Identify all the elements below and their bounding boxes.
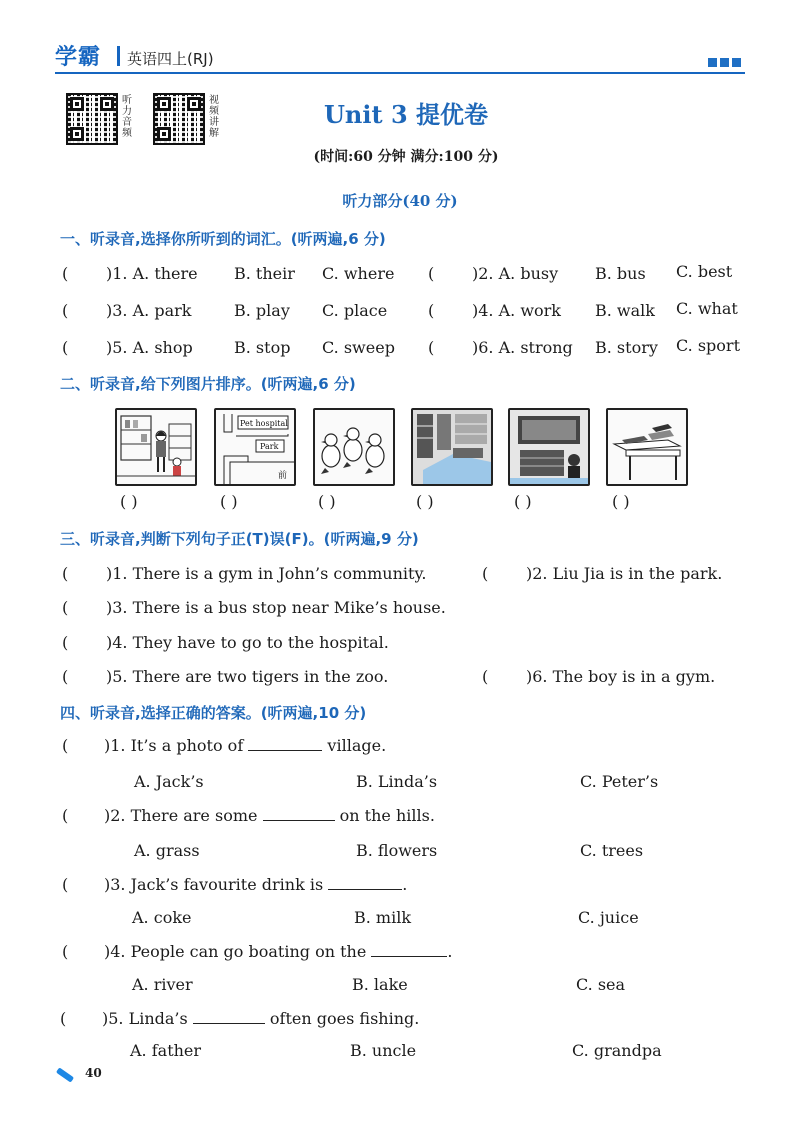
s3-statement-3: )3. There is a bus stop near Mike’s house. <box>106 598 446 617</box>
s4-q3-option-a[interactable]: A. coke <box>132 908 192 927</box>
section-2-heading: 二、听录音,给下列图片排序。(听两遍,6 分) <box>60 375 356 393</box>
picture-answer-5[interactable]: ( ) <box>514 492 532 511</box>
s3-paren-2[interactable]: ( <box>482 564 489 583</box>
picture-answer-2[interactable]: ( ) <box>220 492 238 511</box>
picture-shop <box>115 408 197 486</box>
s3-statement-1: )1. There is a gym in John’s community. <box>106 564 427 583</box>
section-1-heading: 一、听录音,选择你所听到的词汇。(听两遍,6 分) <box>60 230 386 248</box>
s4-paren-2[interactable]: ( <box>62 806 69 825</box>
s4-q4-option-b[interactable]: B. lake <box>352 975 408 994</box>
s4-q2-option-c[interactable]: C. trees <box>580 841 644 860</box>
map-label-front: 前 <box>278 471 288 481</box>
s4-question-3: )3. Jack’s favourite drink is . <box>104 875 408 894</box>
s4-q5-option-c[interactable]: C. grandpa <box>572 1041 662 1060</box>
s3-statement-2: )2. Liu Jia is in the park. <box>526 564 723 583</box>
s3-paren-6[interactable]: ( <box>482 667 489 686</box>
answer-blank[interactable] <box>193 1010 265 1024</box>
picture-answer-6[interactable]: ( ) <box>612 492 630 511</box>
s3-paren-4[interactable]: ( <box>62 633 69 652</box>
s4-q4-option-a[interactable]: A. river <box>132 975 193 994</box>
s4-q1-option-b[interactable]: B. Linda’s <box>356 772 438 791</box>
answer-blank[interactable] <box>328 876 402 890</box>
page-header <box>55 40 745 74</box>
s4-q3-option-c[interactable]: C. juice <box>578 908 639 927</box>
s4-q2-option-a[interactable]: A. grass <box>134 841 200 860</box>
picture-map <box>214 408 296 486</box>
s4-paren-5[interactable]: ( <box>60 1009 67 1028</box>
s4-q2-option-b[interactable]: B. flowers <box>356 841 438 860</box>
picture-classroom <box>508 408 590 486</box>
map-label-park: Park <box>260 442 279 451</box>
s4-paren-3[interactable]: ( <box>62 875 69 894</box>
s4-paren-1[interactable]: ( <box>62 736 69 755</box>
pen-icon <box>56 1067 74 1082</box>
page-title: Unit 3 提优卷 <box>324 100 488 129</box>
picture-answer-4[interactable]: ( ) <box>416 492 434 511</box>
answer-blank[interactable] <box>248 737 322 751</box>
section-4-heading: 四、听录音,选择正确的答案。(听两遍,10 分) <box>60 704 367 722</box>
s3-statement-4: )4. They have to go to the hospital. <box>106 633 389 652</box>
s4-question-4: )4. People can go boating on the . <box>104 942 453 961</box>
qr-caption-video: 视频讲解 <box>209 95 219 139</box>
s4-question-5: )5. Linda’s often goes fishing. <box>102 1009 420 1028</box>
part-title: 听力部分(40 分) <box>342 192 458 210</box>
s4-q1-option-a[interactable]: A. Jack’s <box>134 772 204 791</box>
page-number: 40 <box>85 1066 102 1080</box>
exam-meta: (时间:60 分钟 满分:100 分) <box>313 149 499 165</box>
s3-statement-6: )6. The boy is in a gym. <box>526 667 716 686</box>
s4-q4-option-c[interactable]: C. sea <box>576 975 626 994</box>
picture-answer-1[interactable]: ( ) <box>120 492 138 511</box>
book-title: 英语四上(RJ) <box>127 50 214 68</box>
s3-paren-5[interactable]: ( <box>62 667 69 686</box>
picture-library <box>411 408 493 486</box>
picture-answer-3[interactable]: ( ) <box>318 492 336 511</box>
header-decoration <box>708 58 741 67</box>
picture-desk <box>606 408 688 486</box>
section-3-heading: 三、听录音,判断下列句子正(T)误(F)。(听两遍,9 分) <box>60 530 419 548</box>
s4-q3-option-b[interactable]: B. milk <box>354 908 412 927</box>
s4-question-1: )1. It’s a photo of village. <box>104 736 387 755</box>
s3-paren-3[interactable]: ( <box>62 598 69 617</box>
picture-ducks <box>313 408 395 486</box>
s4-question-2: )2. There are some on the hills. <box>104 806 435 825</box>
answer-blank[interactable] <box>371 943 447 957</box>
s4-q5-option-a[interactable]: A. father <box>130 1041 202 1060</box>
header-divider <box>117 46 120 66</box>
s3-statement-5: )5. There are two tigers in the zoo. <box>106 667 389 686</box>
qr-caption-audio: 听力音频 <box>122 95 132 139</box>
s4-q1-option-c[interactable]: C. Peter’s <box>580 772 659 791</box>
map-label-pet-hospital: Pet hospital <box>240 419 288 428</box>
answer-blank[interactable] <box>263 807 335 821</box>
s4-q5-option-b[interactable]: B. uncle <box>350 1041 417 1060</box>
brand-logo: 学霸 <box>55 45 102 70</box>
s4-paren-4[interactable]: ( <box>62 942 69 961</box>
header-rule <box>55 72 745 74</box>
s3-paren-1[interactable]: ( <box>62 564 69 583</box>
